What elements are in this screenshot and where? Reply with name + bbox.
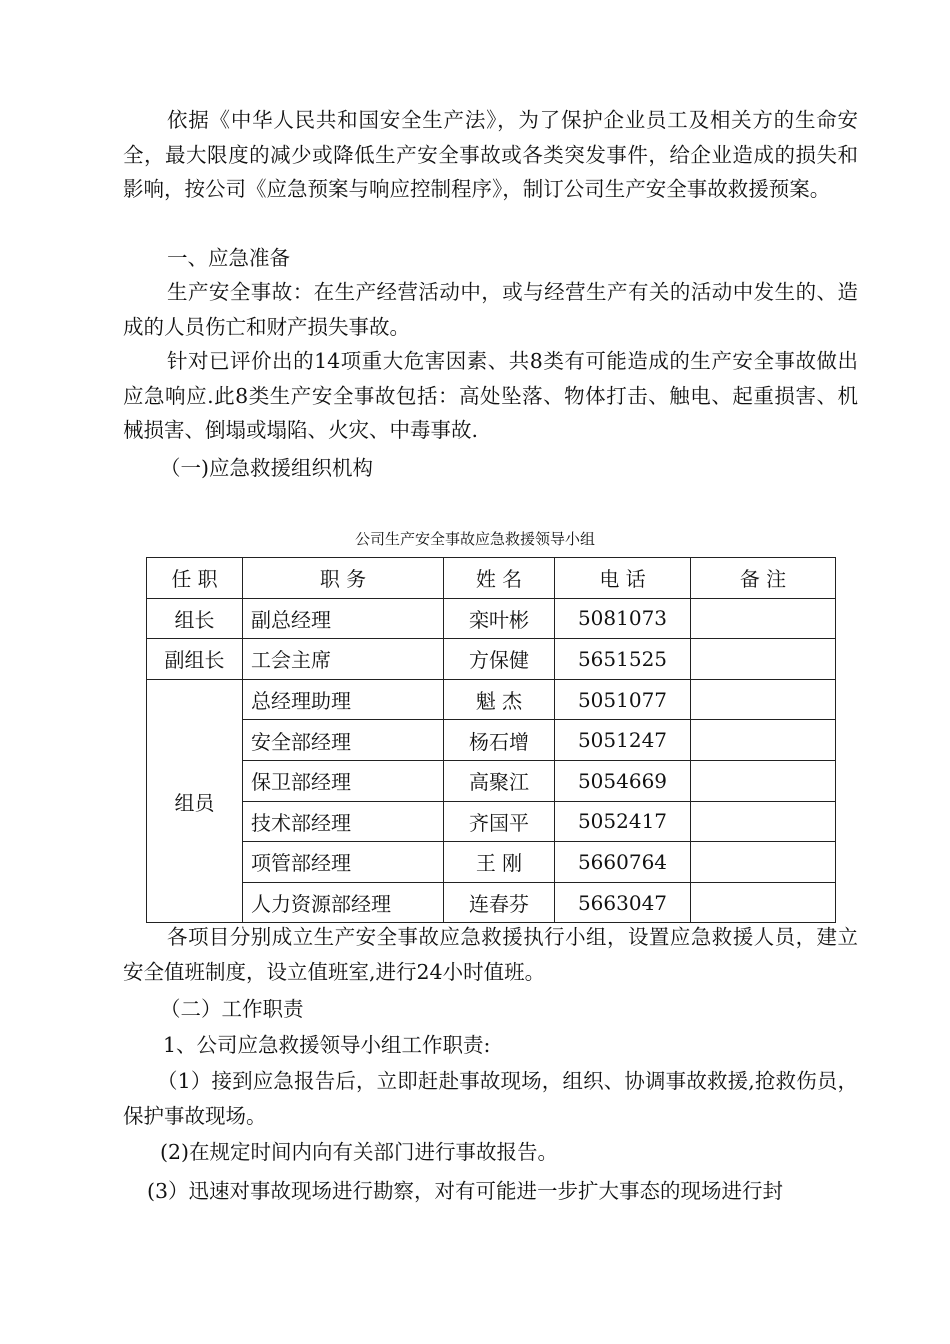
- phone-cell: 5052417: [555, 801, 691, 842]
- hazard-response-paragraph: 针对已评价出的14项重大危害因素、共8类有可能造成的生产安全事故做出应急响应.此8类生产安全事故包括：高处坠落、物体打击、触电、起重损害、机械损害、倒塌或塌陷、火灾、中毒事故.: [123, 349, 858, 442]
- note-cell: [691, 639, 836, 680]
- position-cell: 工会主席: [243, 639, 444, 680]
- phone-cell: 5051247: [555, 720, 691, 761]
- header-phone: 电 话: [555, 558, 691, 599]
- leadership-team-table: [146, 557, 836, 923]
- header-role: 任 职: [147, 558, 243, 599]
- role-cell: 组长: [147, 598, 243, 639]
- position-cell: 总经理助理: [243, 679, 444, 720]
- note-cell: [691, 598, 836, 639]
- position-cell: 副总经理: [243, 598, 444, 639]
- position-cell: 技术部经理: [243, 801, 444, 842]
- header-position: 职 务: [243, 558, 444, 599]
- accident-definition-paragraph: 生产安全事故：在生产经营活动中，或与经营生产有关的活动中发生的、造成的人员伤亡和财产损失事故。: [123, 280, 858, 339]
- note-cell: [691, 882, 836, 923]
- role-cell-members: 组员: [147, 679, 243, 923]
- duty-item-2: (2)在规定时间内向有关部门进行事故报告。: [160, 1140, 559, 1164]
- name-cell: 王 刚: [444, 842, 555, 883]
- subsection-heading-duties: （二）工作职责: [160, 997, 304, 1021]
- section-heading-emergency-prep: 一、应急准备: [167, 246, 290, 270]
- intro-paragraph: 依据《中华人民共和国安全生产法》，为了保护企业员工及相关方的生命安全，最大限度的减少或降低生产安全事故或各类突发事件，给企业造成的损失和影响，按公司《应急预案与响应控制程序》，制订公司生产安全事故救援预案。: [123, 108, 858, 201]
- table-row: [147, 882, 836, 923]
- position-cell: 安全部经理: [243, 720, 444, 761]
- duty-item-1: （1）接到应急报告后，立即赶赴事故现场，组织、协调事故救援,抢救伤员，保护事故现场。: [123, 1069, 858, 1128]
- note-cell: [691, 760, 836, 801]
- table-header-row: [147, 558, 836, 599]
- position-cell: 人力资源部经理: [243, 882, 444, 923]
- table-row: [147, 801, 836, 842]
- execution-team-paragraph: 各项目分别成立生产安全事故应急救援执行小组，设置应急救援人员，建立安全值班制度，设立值班室,进行24小时值班。: [123, 925, 858, 984]
- position-cell: 项管部经理: [243, 842, 444, 883]
- name-cell: 连春芬: [444, 882, 555, 923]
- table-caption: 公司生产安全事故应急救援领导小组: [354, 530, 595, 548]
- table-row: [147, 842, 836, 883]
- role-cell: 副组长: [147, 639, 243, 680]
- phone-cell: 5663047: [555, 882, 691, 923]
- table-row: [147, 720, 836, 761]
- name-cell: 魁 杰: [444, 679, 555, 720]
- position-cell: 保卫部经理: [243, 760, 444, 801]
- phone-cell: 5081073: [555, 598, 691, 639]
- note-cell: [691, 679, 836, 720]
- table-row: [147, 679, 836, 720]
- name-cell: 高聚江: [444, 760, 555, 801]
- header-name: 姓 名: [444, 558, 555, 599]
- phone-cell: 5054669: [555, 760, 691, 801]
- name-cell: 栾叶彬: [444, 598, 555, 639]
- table-row: [147, 598, 836, 639]
- header-note: 备 注: [691, 558, 836, 599]
- table-row: [147, 639, 836, 680]
- name-cell: 方保健: [444, 639, 555, 680]
- subsection-heading-organization: （一)应急救援组织机构: [160, 456, 373, 480]
- phone-cell: 5051077: [555, 679, 691, 720]
- table-row: [147, 760, 836, 801]
- note-cell: [691, 720, 836, 761]
- leadership-duties-heading: 1、公司应急救援领导小组工作职责:: [163, 1033, 491, 1057]
- note-cell: [691, 801, 836, 842]
- note-cell: [691, 842, 836, 883]
- duty-item-3: (3）迅速对事故现场进行勘察，对有可能进一步扩大事态的现场进行封: [147, 1179, 784, 1203]
- name-cell: 齐国平: [444, 801, 555, 842]
- name-cell: 杨石增: [444, 720, 555, 761]
- phone-cell: 5660764: [555, 842, 691, 883]
- phone-cell: 5651525: [555, 639, 691, 680]
